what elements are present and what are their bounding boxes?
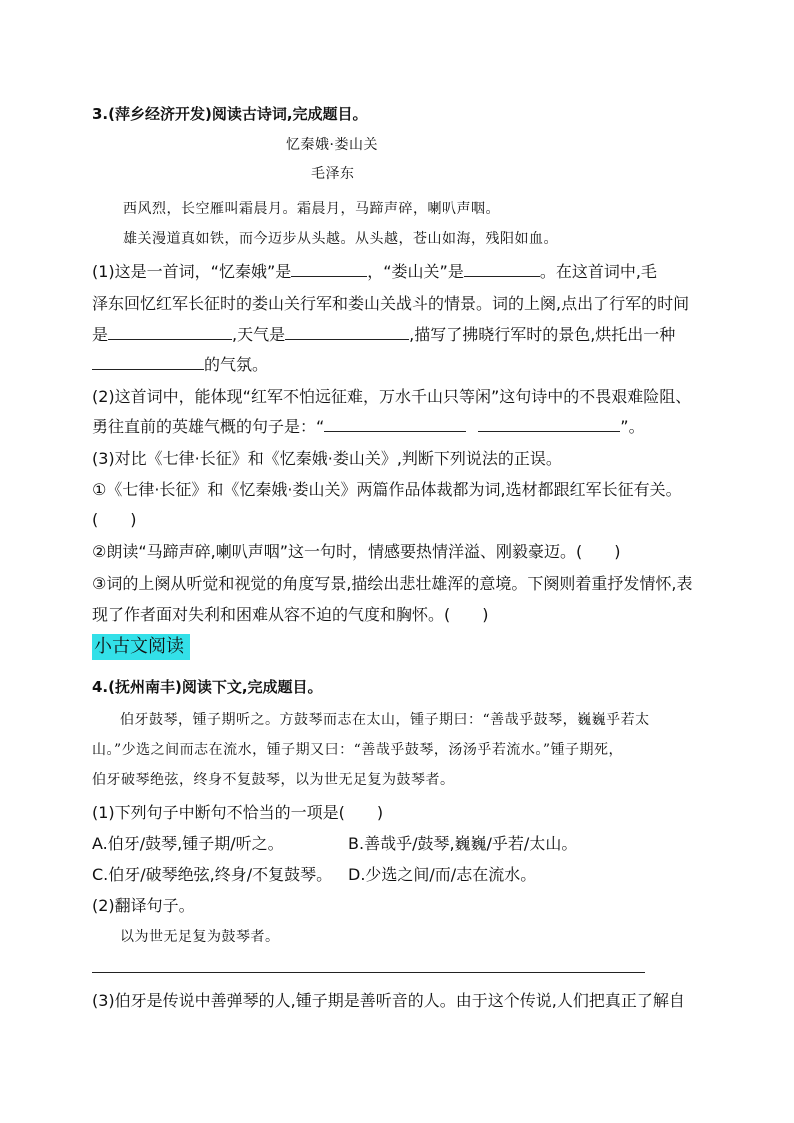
q3-sub2-line1: (2)这首词中，能体现“红军不怕远征难，万水千山只等闲”这句诗中的不畏艰难险阻、 bbox=[92, 387, 692, 406]
q3-sub3-item3-line1: ③词的上阕从听觉和视觉的角度写景,描绘出悲壮雄浑的意境。下阕则着重抒发情怀,表 bbox=[92, 574, 693, 593]
section-label: 小古文阅读 bbox=[92, 634, 190, 660]
poem-author: 毛泽东 bbox=[311, 166, 355, 182]
poem-line-1: 西风烈，长空雁叫霜晨月。霜晨月，马蹄声碎，喇叭声咽。 bbox=[123, 201, 500, 217]
q3-sub1-line3 bbox=[92, 322, 675, 345]
q3-sub1-line4 bbox=[92, 352, 268, 375]
answer-line[interactable] bbox=[92, 972, 645, 973]
q3-sub2-line2 bbox=[92, 414, 645, 437]
q4-sub2-question: (2)翻译句子。 bbox=[92, 896, 195, 915]
q4-heading: 4.(抚州南丰)阅读下文,完成题目。 bbox=[92, 678, 323, 696]
q3-heading: 3.(萍乡经济开发)阅读古诗词,完成题目。 bbox=[92, 105, 368, 123]
q3-sub1-line3-b: ,天气是 bbox=[232, 325, 286, 344]
blank-field[interactable] bbox=[108, 325, 232, 340]
q4-option-a[interactable]: A.伯牙/鼓琴,锺子期/听之。 bbox=[92, 834, 284, 853]
q3-sub1-text-b: ，“娄山关”是 bbox=[367, 262, 464, 281]
q3-sub1-text-a: (1)这是一首词，“忆秦娥”是 bbox=[92, 262, 292, 281]
passage-line-1: 伯牙鼓琴，锺子期听之。方鼓琴而志在太山，锺子期曰：“善哉乎鼓琴，巍巍乎若太 bbox=[120, 712, 650, 728]
q4-sub3-line1: (3)伯牙是传说中善弹琴的人,锺子期是善听音的人。由于这个传说,人们把真正了解自 bbox=[92, 991, 685, 1010]
q3-sub3-item2: ②朗读“马蹄声碎,喇叭声咽”这一句时，情感要热情洋溢、刚毅豪迈。( ) bbox=[92, 542, 621, 561]
blank-field[interactable] bbox=[464, 262, 540, 277]
blank-field[interactable] bbox=[285, 325, 409, 340]
q3-sub1-line3-a: 是 bbox=[92, 325, 109, 344]
blank-field[interactable] bbox=[324, 417, 466, 432]
q4-sub1-question: (1)下列句子中断句不恰当的一项是( ) bbox=[92, 803, 384, 822]
q3-sub3-item3-line2: 现了作者面对失利和困难从容不迫的气度和胸怀。( ) bbox=[92, 605, 489, 624]
q4-option-b[interactable]: B.善哉乎/鼓琴,巍巍/乎若/太山。 bbox=[348, 834, 578, 853]
q3-sub3-item1-paren[interactable]: ( ) bbox=[92, 510, 137, 529]
blank-field[interactable] bbox=[92, 355, 204, 370]
q3-sub2-line2-a: 勇往直前的英雄气概的句子是：“ bbox=[92, 417, 325, 436]
q4-sub2-sentence: 以为世无足复为鼓琴者。 bbox=[120, 929, 280, 945]
q3-sub1-text-c: 。在这首词中,毛 bbox=[539, 262, 657, 281]
passage-line-2: 山。”少选之间而志在流水，锺子期又曰：“善哉乎鼓琴，汤汤乎若流水。”锺子期死， bbox=[92, 742, 623, 758]
q3-sub1-line1 bbox=[92, 259, 657, 282]
q3-sub1-line2: 泽东回忆红军长征时的娄山关行军和娄山关战斗的情景。词的上阕,点出了行军的时间 bbox=[92, 294, 690, 313]
passage-line-3: 伯牙破琴绝弦，终身不复鼓琴，以为世无足复为鼓琴者。 bbox=[92, 772, 455, 788]
q3-sub2-line2-b: ”。 bbox=[620, 417, 645, 436]
q3-sub1-line3-c: ,描写了拂晓行军时的景色,烘托出一种 bbox=[409, 325, 676, 344]
poem-title: 忆秦娥·娄山关 bbox=[286, 137, 378, 153]
q4-option-d[interactable]: D.少选之间/而/志在流水。 bbox=[348, 865, 537, 884]
poem-line-2: 雄关漫道真如铁，而今迈步从头越。从头越，苍山如海，残阳如血。 bbox=[123, 231, 558, 247]
q3-sub1-line4-text: 的气氛。 bbox=[204, 355, 269, 374]
blank-field[interactable] bbox=[478, 417, 620, 432]
blank-field[interactable] bbox=[291, 262, 367, 277]
q4-option-c[interactable]: C.伯牙/破琴绝弦,终身/不复鼓琴。 bbox=[92, 865, 333, 884]
q3-sub3-item1: ①《七律·长征》和《忆秦娥·娄山关》两篇作品体裁都为词,选材都跟红军长征有关。 bbox=[92, 480, 682, 499]
q3-sub3-line1: (3)对比《七律·长征》和《忆秦娥·娄山关》,判断下列说法的正误。 bbox=[92, 449, 562, 468]
